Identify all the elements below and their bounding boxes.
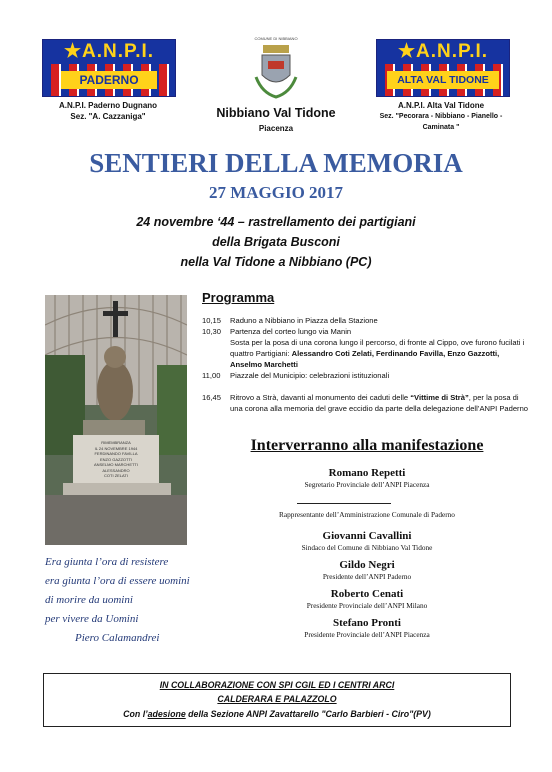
quote-author: Piero Calamandrei — [75, 632, 160, 644]
programma-text: Sosta per la posa di una corona lungo il percorso, di fronte al Cippo, ove furono fucilati i quattro Partigiani: Alessandro Coti Zelati, Ferdinando Favilla, Enzo Gazzotti, Anselmo Marchetti — [230, 338, 525, 369]
plaque-line: COTI ZELATI — [104, 473, 128, 478]
anpi-altavaltidone-logo — [376, 39, 510, 97]
right-caption-line1: A.N.P.I. Alta Val Tidone — [397, 101, 485, 110]
programma-text: Ritrovo a Strà, davanti al monumento dei caduti delle “Vittime di Strà”, per la posa di una corona alla memoria del grave eccidio da parte della delegazione dell’ANPI Paderno — [230, 393, 529, 413]
quote-line: era giunta l’ora di essere uomini — [45, 575, 190, 587]
speaker — [202, 510, 532, 520]
event-date: 27 MAGGIO 2017 — [208, 183, 344, 202]
memorial-photo-drawing — [45, 295, 187, 545]
programma-item — [202, 392, 532, 414]
programma-item — [202, 315, 532, 326]
programma-heading: Programma — [202, 290, 275, 305]
speaker — [202, 466, 532, 490]
speaker-name: Giovanni Cavallini — [322, 530, 412, 542]
quote-line: Era giunta l’ora di resistere — [45, 556, 169, 568]
quote-line: per vivere da Uomini — [45, 613, 139, 625]
memorial-plaque — [76, 440, 156, 479]
programma-item — [202, 370, 532, 381]
anpi-logo-text: ★A.N.P.I. — [377, 40, 509, 64]
subtitle-line2: della Brigata Busconi — [212, 235, 340, 249]
programma-time: 16,45 — [202, 393, 222, 402]
plaque-line: ANSELMO MARCHETTI — [93, 462, 138, 467]
right-caption-line3: Caminata " — [422, 124, 460, 131]
programma-list — [202, 315, 532, 414]
programma-item — [202, 326, 532, 337]
speaker-name: Gildo Negri — [339, 559, 395, 571]
programma-time: 10,15 — [202, 316, 222, 325]
star-icon: ★ — [63, 41, 82, 62]
right-logo-caption — [356, 100, 526, 133]
speaker — [202, 529, 532, 553]
anpi-paderno-logo — [42, 39, 176, 97]
subtitle-line3: nella Val Tidone a Nibbiano (PC) — [180, 255, 372, 269]
quote-line: di morire da uomini — [45, 594, 133, 606]
speaker-name: Stefano Pronti — [333, 617, 401, 629]
coat-of-arms — [248, 36, 304, 106]
footer-line2: CALDERARA E PALAZZOLO — [217, 694, 337, 704]
speaker — [202, 587, 532, 611]
footer-line1: IN COLLABORAZIONE CON SPI CGIL ED I CENTRI ARCI — [159, 680, 395, 690]
collaboration-box — [43, 673, 511, 727]
speaker-role: Presidente dell’ANPI Paderno — [322, 572, 412, 581]
town-name: Nibbiano Val Tidone — [216, 106, 336, 120]
speaker-name: Romano Repetti — [328, 467, 406, 479]
page-title: SENTIERI DELLA MEMORIA — [89, 148, 463, 178]
speaker-role: Presidente Provinciale dell’ANPI Milano — [306, 601, 428, 610]
comune-small-text: COMUNE DI NIBBIANO — [254, 36, 298, 41]
programma-time — [202, 337, 230, 370]
anpi-logo-band: PADERNO — [61, 71, 157, 89]
manifestazione-heading: Interverranno alla manifestazione — [250, 437, 484, 454]
speaker — [202, 616, 532, 640]
memorial-photo — [45, 295, 187, 545]
speaker-name: Roberto Cenati — [330, 588, 404, 600]
right-caption-line2: Sez. "Pecorara - Nibbiano - Pianello - — [379, 113, 503, 120]
plaque-line: FERDINANDO FAVILLA — [94, 451, 138, 456]
speaker-role: Presidente Provinciale dell’ANPI Piacenza — [304, 630, 430, 639]
crest-icon — [248, 41, 304, 103]
calamandrei-quote — [45, 553, 205, 648]
plaque-line: ENZO GAZZOTTI — [100, 456, 132, 462]
programma-text: Raduno a Nibbiano in Piazza della Stazione — [230, 316, 378, 325]
separator-line — [297, 503, 391, 504]
anpi-logo-band: ALTA VAL TIDONE — [387, 71, 499, 89]
speaker-role: Segretario Provinciale dell’ANPI Piacenza — [304, 480, 430, 489]
speaker-role: Sindaco del Comune di Nibbiano Val Tidone — [301, 543, 433, 552]
speaker — [202, 558, 532, 582]
speaker-role: Rappresentante dell’Amministrazione Comunale di Paderno — [279, 510, 455, 519]
subtitle-line1: 24 novembre ‘44 – rastrellamento dei partigiani — [136, 215, 416, 229]
partisan-names: Alessandro Coti Zelati, Ferdinando Favilla, Enzo Gazzotti, Anselmo Marchetti — [230, 349, 500, 369]
left-logo-caption — [20, 100, 196, 122]
programma-text: Piazzale del Municipio: celebrazioni istituzionali — [230, 371, 390, 380]
programma-item — [202, 337, 532, 370]
left-caption-line1: A.N.P.I. Paderno Dugnano — [58, 101, 158, 110]
town-block — [200, 106, 352, 133]
programma-time: 10,30 — [202, 327, 222, 336]
programma-time: 11,00 — [202, 371, 221, 380]
plaque-line: ALESSANDRO — [102, 467, 130, 473]
star-icon: ★ — [397, 41, 416, 62]
adesione-word: adesione — [147, 709, 186, 719]
programma-text: Partenza del corteo lungo via Manin — [230, 327, 352, 336]
province-name: Piacenza — [258, 124, 294, 133]
anpi-logo-text: ★A.N.P.I. — [43, 40, 175, 64]
plaque-line: IL 24 NOVEMBRE 1944 — [94, 445, 138, 451]
plaque-line: RIMEMBRANZA — [101, 440, 131, 445]
left-caption-line2: Sez. "A. Cazzaniga" — [70, 112, 146, 121]
vittime-di-stra: “Vittime di Strà” — [410, 393, 469, 402]
footer-line3: Con l’adesione della Sezione ANPI Zavattarello "Carlo Barbieri - Ciro"(PV) — [123, 709, 431, 719]
